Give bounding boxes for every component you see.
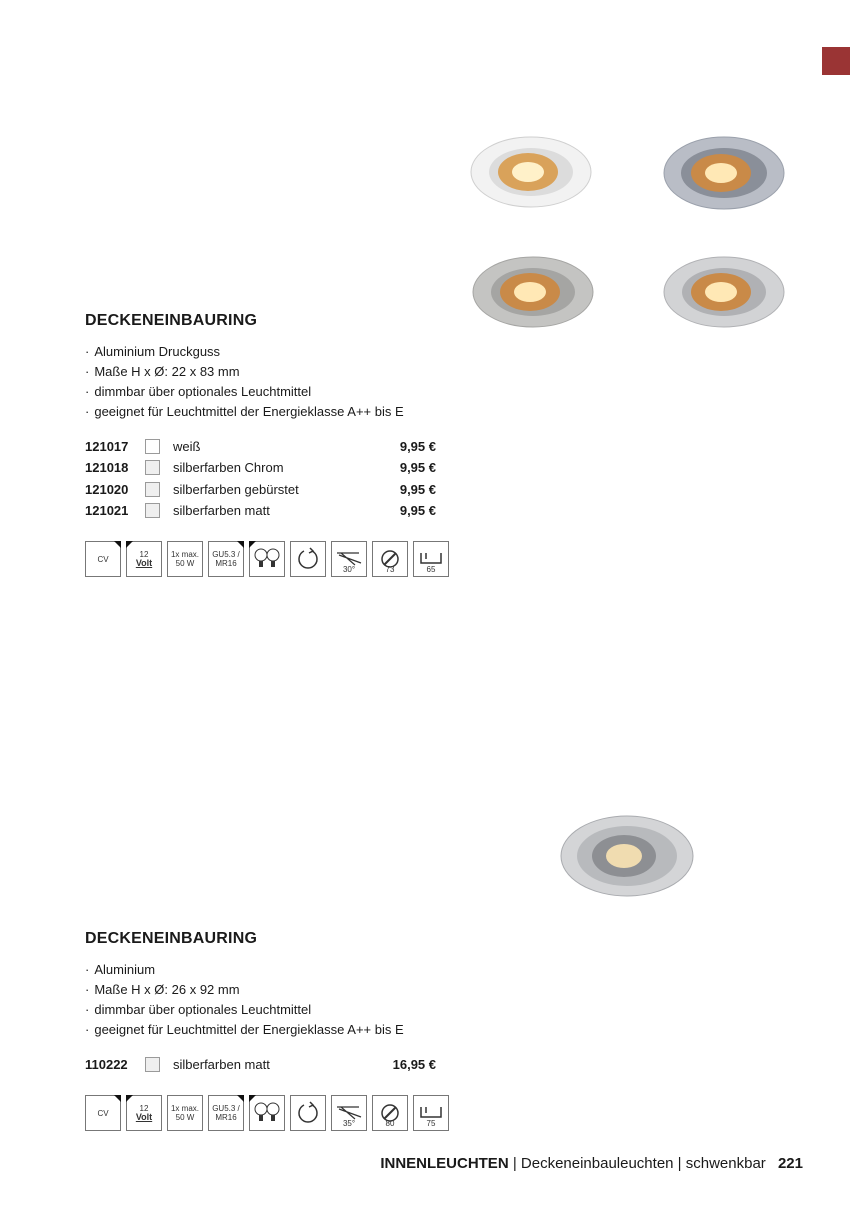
- volt-icon: 12 Volt: [126, 541, 162, 577]
- article-number: 110222: [85, 1057, 128, 1073]
- variant-row: [85, 479, 465, 500]
- lamp-image-matt: [663, 256, 785, 328]
- feature-item: · Maße H x Ø: 22 x 83 mm: [85, 362, 465, 382]
- feature-item: · geeignet für Leuchtmittel der Energieklasse A++ bis E: [85, 1020, 465, 1040]
- product-block-1: [85, 312, 465, 577]
- color-swatch: [145, 460, 160, 475]
- variant-name: weiß: [173, 439, 201, 455]
- variant-price: 9,95 €: [399, 439, 436, 455]
- lamp-image-brushed: [472, 256, 594, 328]
- variant-row: [85, 1054, 465, 1075]
- article-number: 121017: [85, 439, 129, 455]
- volt-icon: 12 Volt: [126, 1095, 162, 1131]
- lamp-image-chrome: [663, 136, 785, 210]
- variant-price: 9,95 €: [399, 503, 436, 519]
- color-swatch: [145, 482, 160, 497]
- variant-row: [85, 436, 465, 457]
- article-number: 121021: [85, 503, 129, 519]
- variant-price: 16,95 €: [392, 1057, 436, 1073]
- footer-section: INNENLEUCHTEN: [380, 1155, 509, 1172]
- socket-icon: GU5.3 / MR16: [208, 541, 244, 577]
- feature-list: [85, 342, 465, 422]
- article-number: 121018: [85, 460, 129, 476]
- footer-subcategory: schwenkbar: [685, 1155, 766, 1172]
- section-color-tab: [822, 47, 850, 75]
- variant-name: silberfarben matt: [173, 1057, 270, 1073]
- swivel-icon: [290, 541, 326, 577]
- beam-angle-icon: 35°: [331, 1095, 367, 1131]
- article-number: 121020: [85, 481, 129, 497]
- power-icon: 1x max. 50 W: [167, 541, 203, 577]
- variant-name: silberfarben Chrom: [173, 460, 284, 476]
- feature-list: [85, 960, 465, 1040]
- color-swatch: [145, 1057, 160, 1072]
- variant-name: silberfarben matt: [173, 503, 270, 519]
- spec-icon-row: [85, 1095, 465, 1131]
- page-footer: INNENLEUCHTEN | Deckeneinbauleuchten | schwenkbar 221: [380, 1155, 803, 1172]
- spec-icon-row: [85, 541, 465, 577]
- bulb-icon: [249, 541, 285, 577]
- bulb-icon: [249, 1095, 285, 1131]
- cutout-icon: 65: [413, 541, 449, 577]
- diameter-icon: 80: [372, 1095, 408, 1131]
- cutout-icon: 75: [413, 1095, 449, 1131]
- variant-name: silberfarben gebürstet: [173, 481, 299, 497]
- feature-item: · Aluminium Druckguss: [85, 342, 465, 362]
- product-title: DECKENEINBAURING: [85, 930, 258, 947]
- product-title: DECKENEINBAURING: [85, 312, 258, 329]
- socket-icon: GU5.3 / MR16: [208, 1095, 244, 1131]
- variant-price: 9,95 €: [399, 481, 436, 497]
- product-block-2: [85, 930, 465, 1131]
- variant-list: [85, 436, 465, 521]
- color-swatch: [145, 439, 160, 454]
- page-number: 221: [777, 1155, 803, 1172]
- variant-list: [85, 1054, 465, 1075]
- feature-item: · geeignet für Leuchtmittel der Energieklasse A++ bis E: [85, 402, 465, 422]
- feature-item: · dimmbar über optionales Leuchtmittel: [85, 1000, 465, 1020]
- variant-row: [85, 457, 465, 478]
- feature-item: · Aluminium: [85, 960, 465, 980]
- variant-price: 9,95 €: [399, 460, 436, 476]
- cv-icon: CV: [85, 1095, 121, 1131]
- variant-row: [85, 500, 465, 521]
- feature-item: · dimmbar über optionales Leuchtmittel: [85, 382, 465, 402]
- lamp-image-white: [470, 136, 592, 208]
- swivel-icon: [290, 1095, 326, 1131]
- feature-item: · Maße H x Ø: 26 x 92 mm: [85, 980, 465, 1000]
- color-swatch: [145, 503, 160, 518]
- footer-category: Deckeneinbauleuchten: [520, 1155, 674, 1172]
- beam-angle-icon: 30°: [331, 541, 367, 577]
- power-icon: 1x max. 50 W: [167, 1095, 203, 1131]
- diameter-icon: 73: [372, 541, 408, 577]
- lamp-image-aluminium: [560, 815, 694, 897]
- cv-icon: CV: [85, 541, 121, 577]
